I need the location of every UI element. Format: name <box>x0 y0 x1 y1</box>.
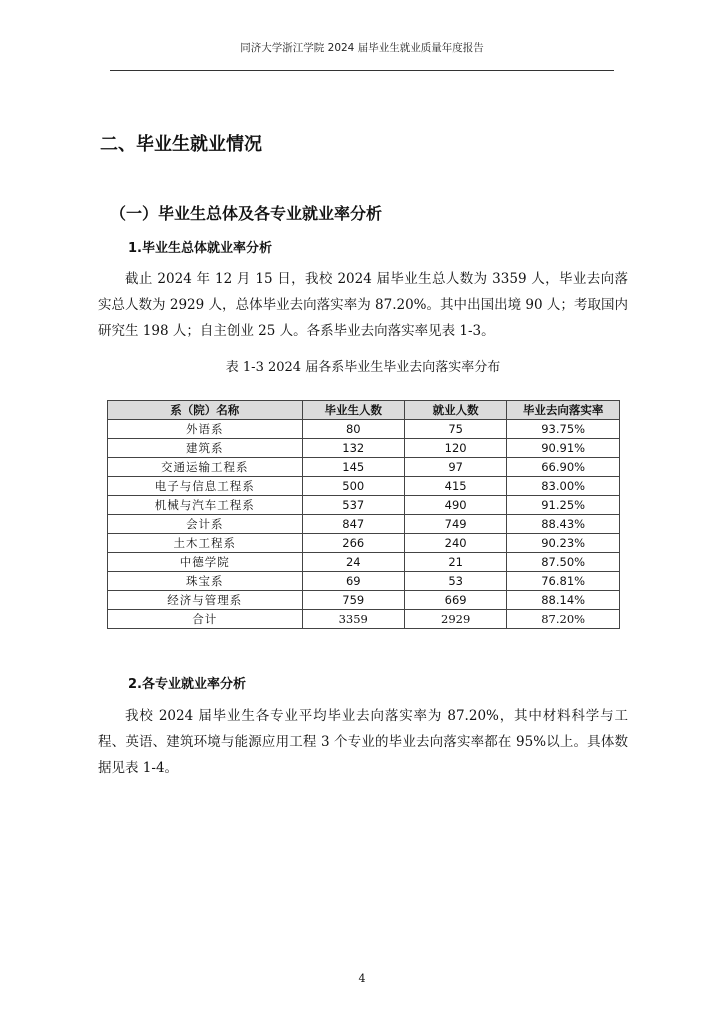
cell-graduates: 759 <box>302 591 404 610</box>
section-heading: 二、毕业生就业情况 <box>100 134 262 155</box>
cell-employed: 120 <box>404 439 506 458</box>
table-row <box>108 572 620 591</box>
cell-graduates: 132 <box>302 439 404 458</box>
table-row <box>108 477 620 496</box>
cell-rate: 76.81% <box>507 572 620 591</box>
cell-department: 交通运输工程系 <box>108 458 303 477</box>
table-caption: 表 1-3 2024 届各系毕业生毕业去向落实率分布 <box>225 360 501 375</box>
cell-rate: 87.50% <box>507 553 620 572</box>
col-header-graduates: 毕业生人数 <box>302 401 404 420</box>
cell-department: 建筑系 <box>108 439 303 458</box>
cell-total-rate: 87.20% <box>507 610 620 629</box>
cell-department: 土木工程系 <box>108 534 303 553</box>
cell-graduates: 69 <box>302 572 404 591</box>
cell-employed: 75 <box>404 420 506 439</box>
cell-graduates: 80 <box>302 420 404 439</box>
cell-employed: 490 <box>404 496 506 515</box>
cell-department: 外语系 <box>108 420 303 439</box>
cell-department: 机械与汽车工程系 <box>108 496 303 515</box>
cell-employed: 749 <box>404 515 506 534</box>
cell-graduates: 847 <box>302 515 404 534</box>
cell-graduates: 266 <box>302 534 404 553</box>
cell-department: 中德学院 <box>108 553 303 572</box>
col-header-employed: 就业人数 <box>404 401 506 420</box>
col-header-rate: 毕业去向落实率 <box>507 401 620 420</box>
cell-rate: 83.00% <box>507 477 620 496</box>
table-row <box>108 534 620 553</box>
cell-employed: 415 <box>404 477 506 496</box>
cell-employed: 669 <box>404 591 506 610</box>
cell-rate: 88.43% <box>507 515 620 534</box>
table-row <box>108 439 620 458</box>
sub1-title: 1.毕业生总体就业率分析 <box>128 241 272 256</box>
table-header-row <box>108 401 620 420</box>
major-rate-paragraph: 我校 2024 届毕业生各专业平均毕业去向落实率为 87.20%，其中材料科学与工程、英语、建筑环境与能源应用工程 3 个专业的毕业去向落实率都在 95%以上。具体数据见表 1-4。 <box>98 708 628 776</box>
cell-department: 电子与信息工程系 <box>108 477 303 496</box>
table-row <box>108 420 620 439</box>
cell-department: 珠宝系 <box>108 572 303 591</box>
cell-rate: 91.25% <box>507 496 620 515</box>
header-divider <box>110 70 614 71</box>
cell-graduates: 537 <box>302 496 404 515</box>
cell-rate: 88.14% <box>507 591 620 610</box>
cell-employed: 53 <box>404 572 506 591</box>
cell-graduates: 500 <box>302 477 404 496</box>
table-row <box>108 515 620 534</box>
cell-department: 会计系 <box>108 515 303 534</box>
cell-graduates: 145 <box>302 458 404 477</box>
col-header-department: 系（院）名称 <box>108 401 303 420</box>
table-row <box>108 553 620 572</box>
cell-total-graduates: 3359 <box>302 610 404 629</box>
sub2-title: 2.各专业就业率分析 <box>128 677 246 692</box>
cell-rate: 90.91% <box>507 439 620 458</box>
cell-rate: 90.23% <box>507 534 620 553</box>
running-header: 同济大学浙江学院 2024 届毕业生就业质量年度报告 <box>240 42 484 54</box>
cell-rate: 66.90% <box>507 458 620 477</box>
cell-employed: 21 <box>404 553 506 572</box>
table-row <box>108 458 620 477</box>
cell-rate: 93.75% <box>507 420 620 439</box>
table-row <box>108 496 620 515</box>
cell-department: 经济与管理系 <box>108 591 303 610</box>
page-number: 4 <box>358 972 366 985</box>
overall-rate-paragraph: 截止 2024 年 12 月 15 日，我校 2024 届毕业生总人数为 3359 人，毕业去向落实总人数为 2929 人，总体毕业去向落实率为 87.20%。其中出国出境 90 人；考取国内研究生 198 人；自主创业 25 人。各系毕业去向落实率见表 1-3。 <box>98 271 628 339</box>
subsection-heading: （一）毕业生总体及各专业就业率分析 <box>110 204 383 223</box>
cell-total-employed: 2929 <box>404 610 506 629</box>
cell-employed: 97 <box>404 458 506 477</box>
cell-total-label: 合计 <box>108 610 303 629</box>
department-employment-table <box>107 400 620 629</box>
cell-graduates: 24 <box>302 553 404 572</box>
cell-employed: 240 <box>404 534 506 553</box>
table-row <box>108 591 620 610</box>
table-total-row <box>108 610 620 629</box>
